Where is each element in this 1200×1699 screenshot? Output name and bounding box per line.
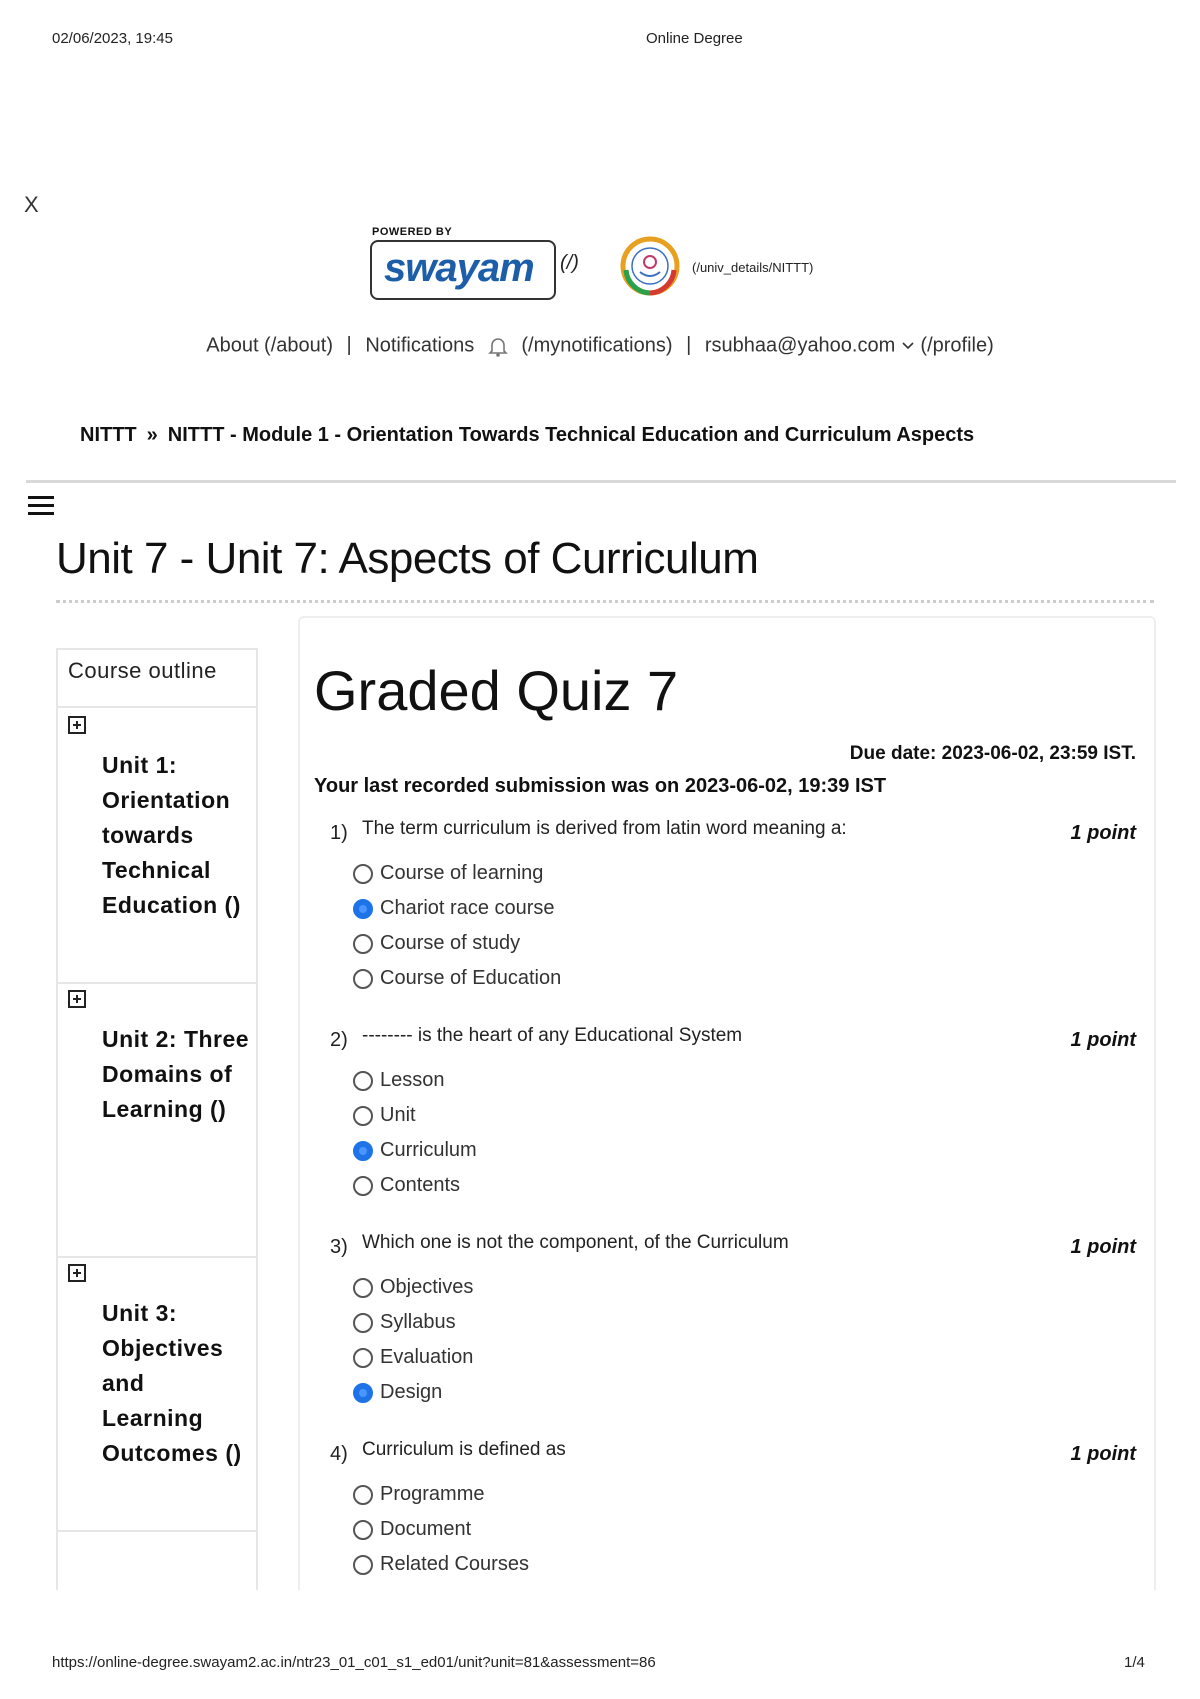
radio-button[interactable] bbox=[353, 899, 373, 919]
radio-button[interactable] bbox=[353, 864, 373, 884]
sidebar-unit-label[interactable]: Unit 1: Orientation towards Technical Education () bbox=[102, 752, 241, 918]
title-divider bbox=[56, 600, 1154, 603]
university-link[interactable]: (/univ_details/NITTT) bbox=[692, 260, 814, 275]
sidebar-unit-label[interactable]: Unit 2: Three Domains of Learning () bbox=[102, 1026, 250, 1122]
radio-button[interactable] bbox=[353, 1520, 373, 1540]
nav-separator: | bbox=[686, 334, 692, 357]
last-submission: Your last recorded submission was on 2023-06-02, 19:39 IST bbox=[314, 775, 887, 797]
option-label[interactable]: Lesson bbox=[380, 1069, 445, 1091]
radio-button[interactable] bbox=[353, 969, 373, 989]
course-outline-heading: Course outline bbox=[58, 650, 256, 708]
radio-button[interactable] bbox=[353, 934, 373, 954]
expand-plus-icon[interactable] bbox=[68, 1264, 86, 1282]
question-text: -------- is the heart of any Educational System bbox=[362, 1025, 743, 1046]
option-label[interactable]: Course of study bbox=[380, 932, 521, 954]
option-label[interactable]: Evaluation bbox=[380, 1346, 474, 1368]
option-label[interactable]: Curriculum bbox=[380, 1139, 477, 1161]
option-label[interactable]: Course of learning bbox=[380, 862, 544, 884]
print-footer-url: https://online-degree.swayam2.ac.in/ntr23_01_c01_s1_ed01/unit?unit=81&assessment=86 bbox=[52, 1654, 656, 1671]
sidebar-unit-label[interactable]: Unit 3: Objectives and Learning Outcomes () bbox=[102, 1300, 242, 1466]
university-logo[interactable] bbox=[620, 236, 680, 296]
radio-button[interactable] bbox=[353, 1176, 373, 1196]
print-datetime: 02/06/2023, 19:45 bbox=[52, 30, 173, 47]
radio-button[interactable] bbox=[353, 1313, 373, 1333]
close-icon[interactable]: X bbox=[24, 192, 39, 217]
question-number: 1) bbox=[330, 822, 348, 844]
sidebar-unit-2[interactable] bbox=[58, 982, 256, 1258]
question-text: Which one is not the component, of the Curriculum bbox=[362, 1232, 789, 1253]
powered-by-label: POWERED BY bbox=[372, 226, 453, 238]
expand-plus-icon[interactable] bbox=[68, 990, 86, 1008]
option-label[interactable]: Related Courses bbox=[380, 1553, 529, 1575]
quiz-title: Graded Quiz 7 bbox=[314, 659, 679, 722]
due-date: Due date: 2023-06-02, 23:59 IST. bbox=[849, 743, 1136, 764]
option-label[interactable]: Programme bbox=[380, 1483, 485, 1505]
option-label[interactable]: Objectives bbox=[380, 1276, 474, 1298]
question-number: 4) bbox=[330, 1443, 348, 1465]
option-label[interactable]: Document bbox=[380, 1518, 472, 1540]
print-footer-page: 1/4 bbox=[1124, 1654, 1145, 1671]
question-points: 1 point bbox=[1070, 1443, 1136, 1465]
about-link[interactable]: About (/about) bbox=[206, 334, 333, 357]
bell-icon[interactable] bbox=[486, 334, 510, 358]
option-label[interactable]: Syllabus bbox=[380, 1311, 456, 1333]
swayam-home-link[interactable]: (/) bbox=[560, 252, 579, 274]
expand-plus-icon[interactable] bbox=[68, 716, 86, 734]
breadcrumb-course[interactable]: NITTT - Module 1 - Orientation Towards Technical Education and Curriculum Aspects bbox=[167, 424, 975, 446]
chevron-down-icon[interactable] bbox=[901, 341, 915, 351]
radio-button[interactable] bbox=[353, 1348, 373, 1368]
header-divider bbox=[26, 480, 1176, 483]
option-label[interactable]: Unit bbox=[380, 1104, 416, 1126]
radio-button[interactable] bbox=[353, 1141, 373, 1161]
hamburger-menu-icon[interactable] bbox=[28, 496, 54, 520]
question-points: 1 point bbox=[1070, 1236, 1136, 1258]
user-email[interactable]: rsubhaa@yahoo.com bbox=[704, 334, 896, 357]
breadcrumb-chevron: » bbox=[146, 424, 158, 446]
sidebar-unit-1[interactable] bbox=[58, 708, 256, 984]
option-label[interactable]: Design bbox=[380, 1381, 443, 1403]
question-text: Curriculum is defined as bbox=[362, 1439, 566, 1460]
sidebar-unit-3[interactable] bbox=[58, 1256, 256, 1532]
radio-button[interactable] bbox=[353, 1106, 373, 1126]
question-points: 1 point bbox=[1070, 1029, 1136, 1051]
print-page-title: Online Degree bbox=[646, 30, 743, 47]
radio-button[interactable] bbox=[353, 1485, 373, 1505]
breadcrumb-root[interactable]: NITTT bbox=[80, 424, 137, 446]
breadcrumb bbox=[80, 424, 974, 447]
radio-button[interactable] bbox=[353, 1278, 373, 1298]
course-outline-sidebar bbox=[56, 648, 258, 1590]
option-label[interactable]: Chariot race course bbox=[380, 897, 555, 919]
swayam-logo-word[interactable]: swayam bbox=[384, 246, 534, 290]
question-text: The term curriculum is derived from latin word meaning a: bbox=[362, 818, 847, 839]
radio-button[interactable] bbox=[353, 1383, 373, 1403]
notifications-link[interactable]: Notifications bbox=[365, 334, 475, 357]
top-nav bbox=[0, 334, 1200, 358]
question-points: 1 point bbox=[1070, 822, 1136, 844]
option-label[interactable]: Contents bbox=[380, 1174, 461, 1196]
question-number: 3) bbox=[330, 1236, 348, 1258]
nav-separator: | bbox=[346, 334, 352, 357]
notifications-url[interactable]: (/mynotifications) bbox=[521, 334, 673, 357]
radio-button[interactable] bbox=[353, 1555, 373, 1575]
radio-button[interactable] bbox=[353, 1071, 373, 1091]
option-label[interactable]: Course of Education bbox=[380, 967, 562, 989]
page-title: Unit 7 - Unit 7: Aspects of Curriculum bbox=[56, 534, 759, 583]
question-number: 2) bbox=[330, 1029, 348, 1051]
profile-link[interactable]: (/profile) bbox=[920, 334, 994, 357]
